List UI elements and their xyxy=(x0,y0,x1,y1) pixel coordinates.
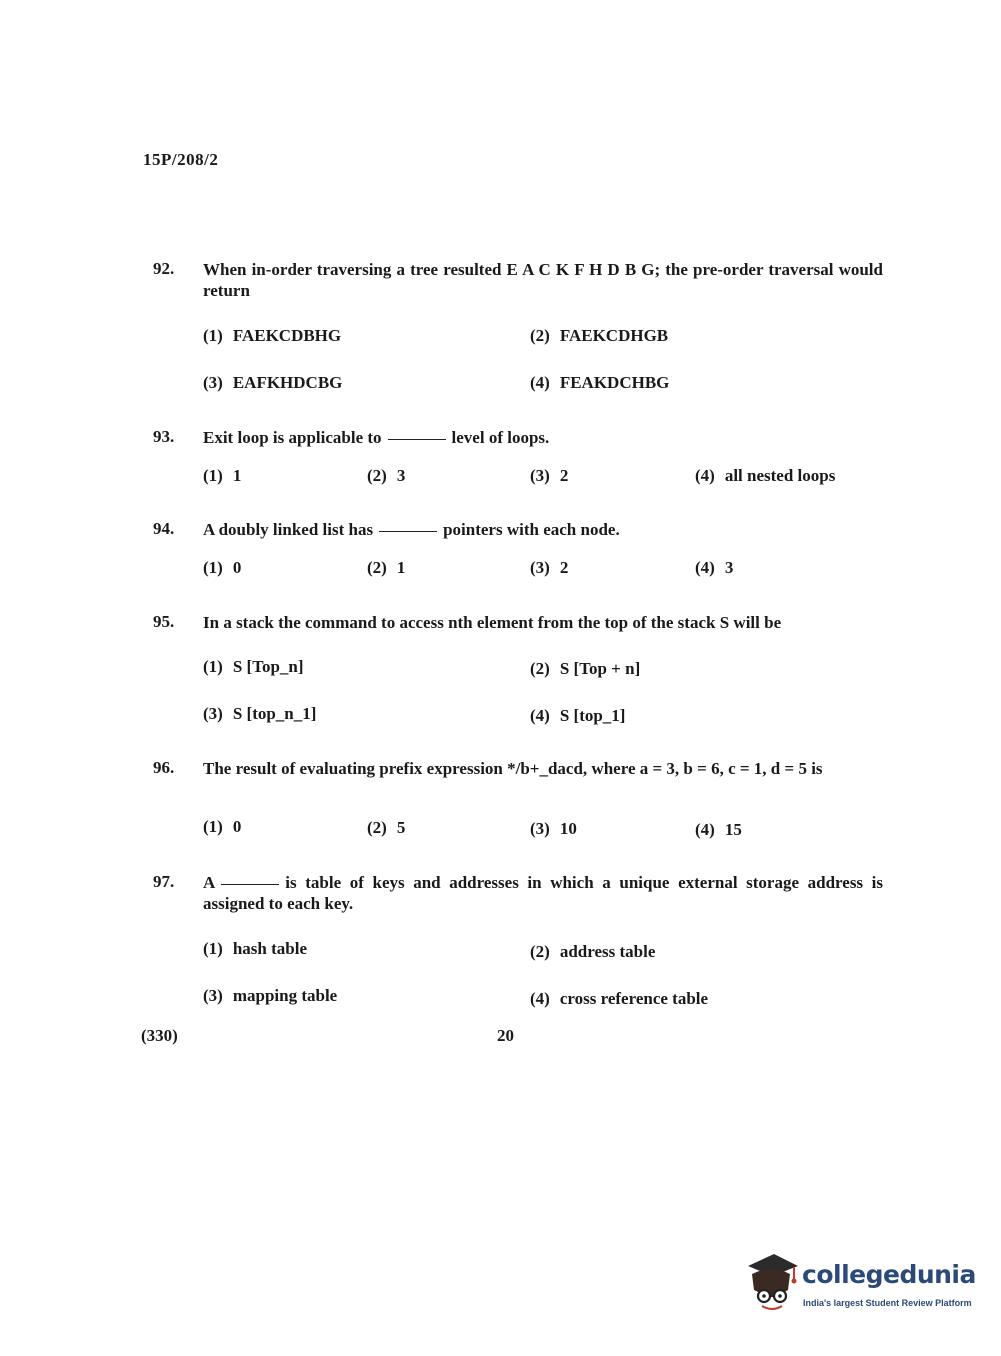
question-text-before: A doubly linked list has xyxy=(203,520,374,539)
option-number: (1) xyxy=(203,466,223,485)
question-95 xyxy=(153,612,883,633)
q92-option-2 xyxy=(530,326,668,346)
option-number: (1) xyxy=(203,817,223,836)
q94-option-2 xyxy=(367,558,405,578)
option-label: 0 xyxy=(232,558,242,577)
option-number: (4) xyxy=(530,706,550,725)
brand-tagline: India's largest Student Review Platform xyxy=(803,1298,972,1308)
question-text-before: Exit loop is applicable to xyxy=(203,428,382,447)
q96-option-4 xyxy=(695,820,742,840)
q97-option-2 xyxy=(530,942,655,962)
q96-option-3 xyxy=(530,819,577,839)
question-number: 93. xyxy=(153,427,175,446)
option-number: (4) xyxy=(695,820,715,839)
q96-option-1 xyxy=(203,817,241,837)
question-text xyxy=(203,519,883,540)
option-number: (3) xyxy=(203,704,223,723)
question-text xyxy=(203,427,883,448)
option-number: (2) xyxy=(367,558,387,577)
option-label: S [top_n_1] xyxy=(232,704,317,723)
option-number: (4) xyxy=(695,466,715,485)
option-number: (2) xyxy=(530,659,550,678)
question-text xyxy=(203,872,883,914)
q93-option-2 xyxy=(367,466,405,486)
q94-option-4 xyxy=(695,558,733,578)
q92-option-4 xyxy=(530,373,669,393)
q92-option-1 xyxy=(203,326,341,346)
question-text-after: pointers with each node. xyxy=(443,520,620,539)
question-93 xyxy=(153,427,883,448)
option-label: 1 xyxy=(232,466,242,485)
option-number: (1) xyxy=(203,326,223,345)
question-text: The result of evaluating prefix expression */b+_dacd, where a = 3, b = 6, c = 1, d = 5 is xyxy=(203,759,823,778)
option-label: 0 xyxy=(232,817,242,836)
collegedunia-logo xyxy=(742,1250,976,1320)
option-label: 1 xyxy=(396,558,406,577)
question-number: 94. xyxy=(153,519,175,538)
option-label: 2 xyxy=(559,558,569,577)
question-92 xyxy=(153,259,883,301)
answer-blank xyxy=(388,439,446,440)
q95-option-2 xyxy=(530,659,640,679)
question-97 xyxy=(153,872,883,914)
option-label: EAFKHDCBG xyxy=(232,373,343,392)
option-number: (1) xyxy=(203,939,223,958)
option-number: (3) xyxy=(203,373,223,392)
option-number: (2) xyxy=(367,818,387,837)
question-text-before: A xyxy=(203,873,216,892)
option-label: 3 xyxy=(724,558,734,577)
option-number: (3) xyxy=(530,819,550,838)
q92-option-3 xyxy=(203,373,342,393)
question-number: 95. xyxy=(153,612,175,631)
question-number: 96. xyxy=(153,758,175,777)
option-label: hash table xyxy=(232,939,307,958)
option-label: FEAKDCHBG xyxy=(559,373,670,392)
option-number: (2) xyxy=(367,466,387,485)
option-label: 5 xyxy=(396,818,406,837)
option-number: (3) xyxy=(530,466,550,485)
option-label: FAEKCDHGB xyxy=(559,326,669,345)
q97-option-4 xyxy=(530,989,708,1009)
option-label: 2 xyxy=(559,466,569,485)
question-text: In a stack the command to access nth element from the top of the stack S will be xyxy=(203,613,782,632)
option-label: 15 xyxy=(724,820,742,839)
option-label: FAEKCDBHG xyxy=(232,326,342,345)
option-number: (3) xyxy=(530,558,550,577)
option-number: (3) xyxy=(203,986,223,1005)
option-label: 3 xyxy=(396,466,406,485)
option-label: address table xyxy=(559,942,656,961)
option-label: all nested loops xyxy=(724,466,836,485)
q95-option-4 xyxy=(530,706,625,726)
option-label: S [Top_n] xyxy=(232,657,304,676)
paper-code: 15P/208/2 xyxy=(143,150,219,169)
option-label: 10 xyxy=(559,819,577,838)
option-number: (1) xyxy=(203,558,223,577)
option-number: (1) xyxy=(203,657,223,676)
answer-blank xyxy=(379,531,437,532)
question-94 xyxy=(153,519,883,540)
option-number: (2) xyxy=(530,326,550,345)
mascot-icon xyxy=(742,1250,800,1316)
option-label: S [Top + n] xyxy=(559,659,641,678)
q97-option-3 xyxy=(203,986,337,1006)
q97-option-1 xyxy=(203,939,307,959)
q94-option-1 xyxy=(203,558,241,578)
q96-option-2 xyxy=(367,818,405,838)
q93-option-3 xyxy=(530,466,568,486)
q95-option-1 xyxy=(203,657,304,677)
option-label: S [top_1] xyxy=(559,706,626,725)
brand-name: collegedunia xyxy=(802,1260,976,1289)
q94-option-3 xyxy=(530,558,568,578)
q93-option-1 xyxy=(203,466,241,486)
option-number: (2) xyxy=(530,942,550,961)
option-number: (4) xyxy=(695,558,715,577)
option-label: mapping table xyxy=(232,986,338,1005)
question-text-after: level of loops. xyxy=(451,428,550,447)
question-text-after: is table of keys and addresses in which a unique external storage address is assigned to each key. xyxy=(203,873,883,913)
footer-code: (330) xyxy=(141,1026,178,1045)
question-number: 92. xyxy=(153,259,175,278)
answer-blank xyxy=(221,884,279,885)
option-number: (4) xyxy=(530,989,550,1008)
page-number: 20 xyxy=(497,1026,514,1045)
q93-option-4 xyxy=(695,466,835,486)
question-number: 97. xyxy=(153,872,175,891)
question-text: When in-order traversing a tree resulted E A C K F H D B G; the pre-order traversal would return xyxy=(203,260,883,300)
question-96 xyxy=(153,758,883,779)
option-label: cross reference table xyxy=(559,989,709,1008)
option-number: (4) xyxy=(530,373,550,392)
q95-option-3 xyxy=(203,704,316,724)
